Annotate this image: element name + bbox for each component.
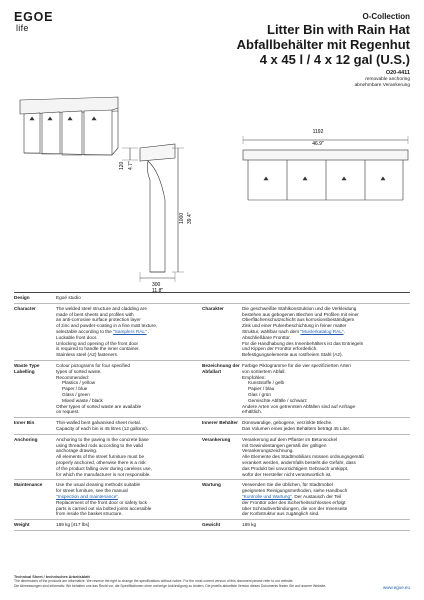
text-line: mit Gewindestangen gemäß der gültigen: [242, 442, 327, 448]
text-line: Gemischte Abfälle / schwarz: [248, 397, 307, 403]
spec-label-de: Bezeichnung der Abfallart: [202, 362, 240, 374]
text-line: Glass / green: [62, 391, 90, 397]
text-line: All elements of the street furniture must be: [56, 454, 145, 460]
spec-value-en: [54, 361, 202, 417]
text-part: Der Austausch der Teil: [294, 493, 342, 499]
text-part: .: [117, 493, 120, 499]
text-line: Recommended:: [56, 374, 90, 380]
text-line: made of bent sheets and profiles with: [56, 311, 134, 317]
text-line: Verankerungszeichnung.: [242, 448, 294, 454]
text-line: erhältlich.: [242, 409, 263, 415]
spec-row-anchoring: [14, 435, 410, 481]
spec-table: [14, 292, 410, 531]
text-line: is required to handle the inner container.: [56, 346, 140, 352]
text-line: wofür der Hersteller nicht verantwortlich ist.: [242, 471, 332, 477]
text-line: Glas / grün: [248, 391, 271, 397]
spec-value: Egoé studio: [56, 295, 81, 300]
text-line: Verwenden Sie die üblichen, für Stadtmöbel: [242, 482, 333, 488]
text-line: Kunststoffe / gelb: [248, 380, 285, 386]
spec-value-en: 189 kg [417 lbs]: [56, 522, 90, 528]
text-line: geeigneten Reinigungsmethoden, siehe Handbuch: [242, 488, 348, 494]
text-part: selectable according to the: [56, 328, 114, 334]
inspection-maintenance-link[interactable]: "Inspection and maintenance": [56, 493, 118, 499]
text-part: .: [343, 328, 345, 334]
text-line: der Fronttür oder des Sicherheitsschlosses erfolgt: [242, 499, 346, 505]
text-line: von sortiertem Abfall.: [242, 368, 286, 374]
text-line: Use the usual cleaning methods suitable: [56, 482, 141, 488]
spec-value-de: [240, 304, 410, 360]
text-line: Lockable front door.: [56, 334, 98, 340]
spec-row-character: [14, 304, 410, 361]
text-line: anchorage drawing.: [56, 448, 98, 454]
text-line: Colour pictograms for four specified: [56, 362, 130, 368]
text-line: Abschließbare Fronttür.: [242, 334, 291, 340]
spec-label-de: Charakter: [202, 305, 224, 311]
spec-value-en: [54, 435, 202, 480]
spec-value-de: 189 kg: [242, 522, 257, 528]
collection-name: O-Collection: [362, 12, 410, 21]
musterkatalog-ral-link[interactable]: "Musterkatalog RAL": [300, 328, 344, 334]
hat-dim-in: 4.7": [128, 161, 134, 170]
spec-label-de: Gewicht: [202, 522, 221, 528]
spec-value-en: [54, 480, 202, 519]
text-line: der Korbstruktur aus zugänglich sind.: [242, 511, 320, 517]
text-line: of zinc and powder-coating in a fine matt texture,: [56, 323, 158, 329]
spec-label-de: Verankerung: [202, 436, 231, 442]
text-line: das Produkt bei unvorsichtigem Gebrauch umkippt,: [242, 465, 349, 471]
title-de: Abfallbehälter mit Regenhut: [236, 37, 410, 52]
product-header: [237, 12, 410, 89]
spec-label-de: Wartung: [202, 482, 221, 488]
spec-value-de: [240, 361, 410, 417]
text-line: Stainless steel (A2) fasteners.: [56, 352, 119, 358]
text-line: und Kippen der Fronttür erforderlich.: [242, 346, 318, 352]
front-view: [243, 136, 408, 200]
title-en: Litter Bin with Rain Hat: [267, 22, 410, 37]
isometric-view: [20, 97, 118, 155]
text-line: Capacity of each bin is 45 litres (12 gallons).: [56, 425, 148, 431]
samplers-ral-link[interactable]: "Samplers RAL": [113, 328, 147, 334]
text-line: Dünnwandige, gebogene, verzinkte Bleche.: [242, 420, 333, 426]
text-line: for which the manufacturer is not responsible.: [56, 471, 151, 477]
text-line: verankert werden, andernfalls besteht die Gefahr, dass: [242, 459, 356, 465]
text-line: Das Volumen eines jeden Behälters beträgt 45 Liter.: [242, 425, 351, 431]
spec-label: Waste Type Labelling: [14, 362, 40, 374]
spec-label: Maintenance: [14, 482, 43, 488]
anchoring-note-de: abnehmbare Verankerung: [354, 83, 410, 88]
footer-title: Technical Sheet / technisches Arbeitsblatt: [14, 575, 90, 579]
text-line: Alle Elemente des Stadtmobiliars müssen ordnungsgemäß: [242, 454, 364, 460]
width-dim-in: 46.9": [312, 141, 324, 147]
depth-dim-in: 11.8": [152, 288, 164, 294]
spec-value-en: [54, 304, 202, 360]
text-line: Empfohlen:: [242, 374, 266, 380]
text-line: Zink und einer Pulverbeschichtung in feiner matter: [242, 323, 347, 329]
text-line: bestehen aus gebogenen Blechen und Profilen mit einer: [242, 311, 359, 317]
spec-row-waste-labelling: [14, 361, 410, 418]
brand-logo: [14, 11, 53, 33]
height-dim-in: 39.4": [187, 212, 193, 224]
spec-row-maintenance: [14, 480, 410, 520]
text-line: properly anchored, otherwise there is a risk: [56, 459, 146, 465]
footer-disclaimer-en: The dimensions of the products are informative. We reserve the right to change the specifications without notice. For the most current version of this document please refer to our website.: [14, 579, 294, 584]
text-line: Mixed waste / black: [62, 397, 103, 403]
footer: [14, 575, 410, 588]
text-line: Plastics / yellow: [62, 380, 96, 386]
kontrolle-wartung-link[interactable]: "Kontrolle und Wartung": [242, 493, 292, 499]
text-line: of the product falling over during careless use,: [56, 465, 152, 471]
text-line: Befestigungselemente aus rostfreiem Stahl (A2).: [242, 352, 343, 358]
brand-sub: life: [16, 23, 29, 33]
width-dim-mm: 1192: [312, 129, 324, 135]
text-line: on request.: [56, 409, 80, 415]
spec-row-weight: [14, 520, 410, 531]
text-part: .: [291, 493, 294, 499]
spec-value-de: [240, 418, 410, 434]
spec-label: Inner Bin: [14, 420, 35, 426]
brand-name: EGOE: [14, 10, 54, 24]
text-line: an anti-corrosive surface protection layer: [56, 317, 141, 323]
text-line: Other types of sorted waste are available: [56, 403, 142, 409]
text-line: Thin-walled bent galvanised sheet metal.: [56, 420, 141, 426]
text-line: Oberflächenschutzschicht aus korrosionsbeständigem: [242, 317, 355, 323]
spec-value-en: [54, 418, 202, 434]
text-line: Unlocking and opening of the front door: [56, 340, 139, 346]
spec-label-de: Innerer Behälter: [202, 420, 238, 426]
text-part: Struktur, wählbar nach dem: [242, 328, 301, 334]
text-line: Farbige Piktogramme für die vier spezifizierten Arten: [242, 362, 351, 368]
text-line: Papier / blau: [248, 386, 275, 392]
footer-disclaimer-de: Die Abmessungen sind informativ. Wir behalten uns das Recht vor, die Spezifikationen ohne vorherige Ankündigung zu ändern. Die jeweils aktuellste Version dieses Dokuments finden Sie auf unserer Website.: [14, 583, 327, 588]
text-line: Andere Arten von getrennten Abfällen sind auf Anfrage: [242, 403, 356, 409]
text-line: Paper / blue: [62, 386, 88, 392]
spec-row-inner-bin: [14, 418, 410, 435]
website-link[interactable]: www.egoe.eu: [382, 585, 410, 590]
spec-row-design: [14, 293, 410, 304]
text-line: for street furniture, see the manual: [56, 488, 128, 494]
technical-drawings: [0, 95, 424, 295]
hat-dim-mm: 120: [119, 161, 125, 170]
depth-dim-mm: 300: [152, 282, 161, 288]
text-line: Replacement of the front door or safety lock: [56, 499, 147, 505]
product-code: O20-4411: [385, 70, 410, 76]
text-line: using threaded rods according to the valid: [56, 442, 144, 448]
text-line: Für die Handhabung des Innenbehälters ist das Entriegeln: [242, 340, 364, 346]
height-dim-mm: 1000: [179, 212, 185, 224]
text-line: über Schraubverbindungen, die von der Innenseite: [242, 505, 348, 511]
text-line: Verankerung auf dem Pflaster im Betonsockel: [242, 436, 338, 442]
text-line: Anchoring to the paving in the concrete base: [56, 436, 149, 442]
spec-label: Anchoring: [14, 436, 38, 442]
capacity-title: 4 x 45 l / 4 x 12 gal (U.S.): [259, 52, 410, 67]
spec-label: Design: [14, 295, 30, 300]
anchoring-note-en: removable anchoring: [365, 77, 410, 82]
text-part: .: [146, 328, 150, 334]
spec-label: Character: [14, 305, 36, 311]
spec-label: Weight: [14, 522, 30, 528]
spec-value-de: [240, 435, 410, 480]
text-line: The welded steel structure and cladding are: [56, 305, 147, 311]
spec-value-de: [240, 480, 410, 519]
text-line: Die geschweißte Stahlkonstruktion und die Verkleidung: [242, 305, 357, 311]
text-line: types of sorted waste.: [56, 368, 102, 374]
text-line: parts is carried out via bolted joints accessible: [56, 505, 152, 511]
text-line: from inside the basket structure.: [56, 511, 123, 517]
